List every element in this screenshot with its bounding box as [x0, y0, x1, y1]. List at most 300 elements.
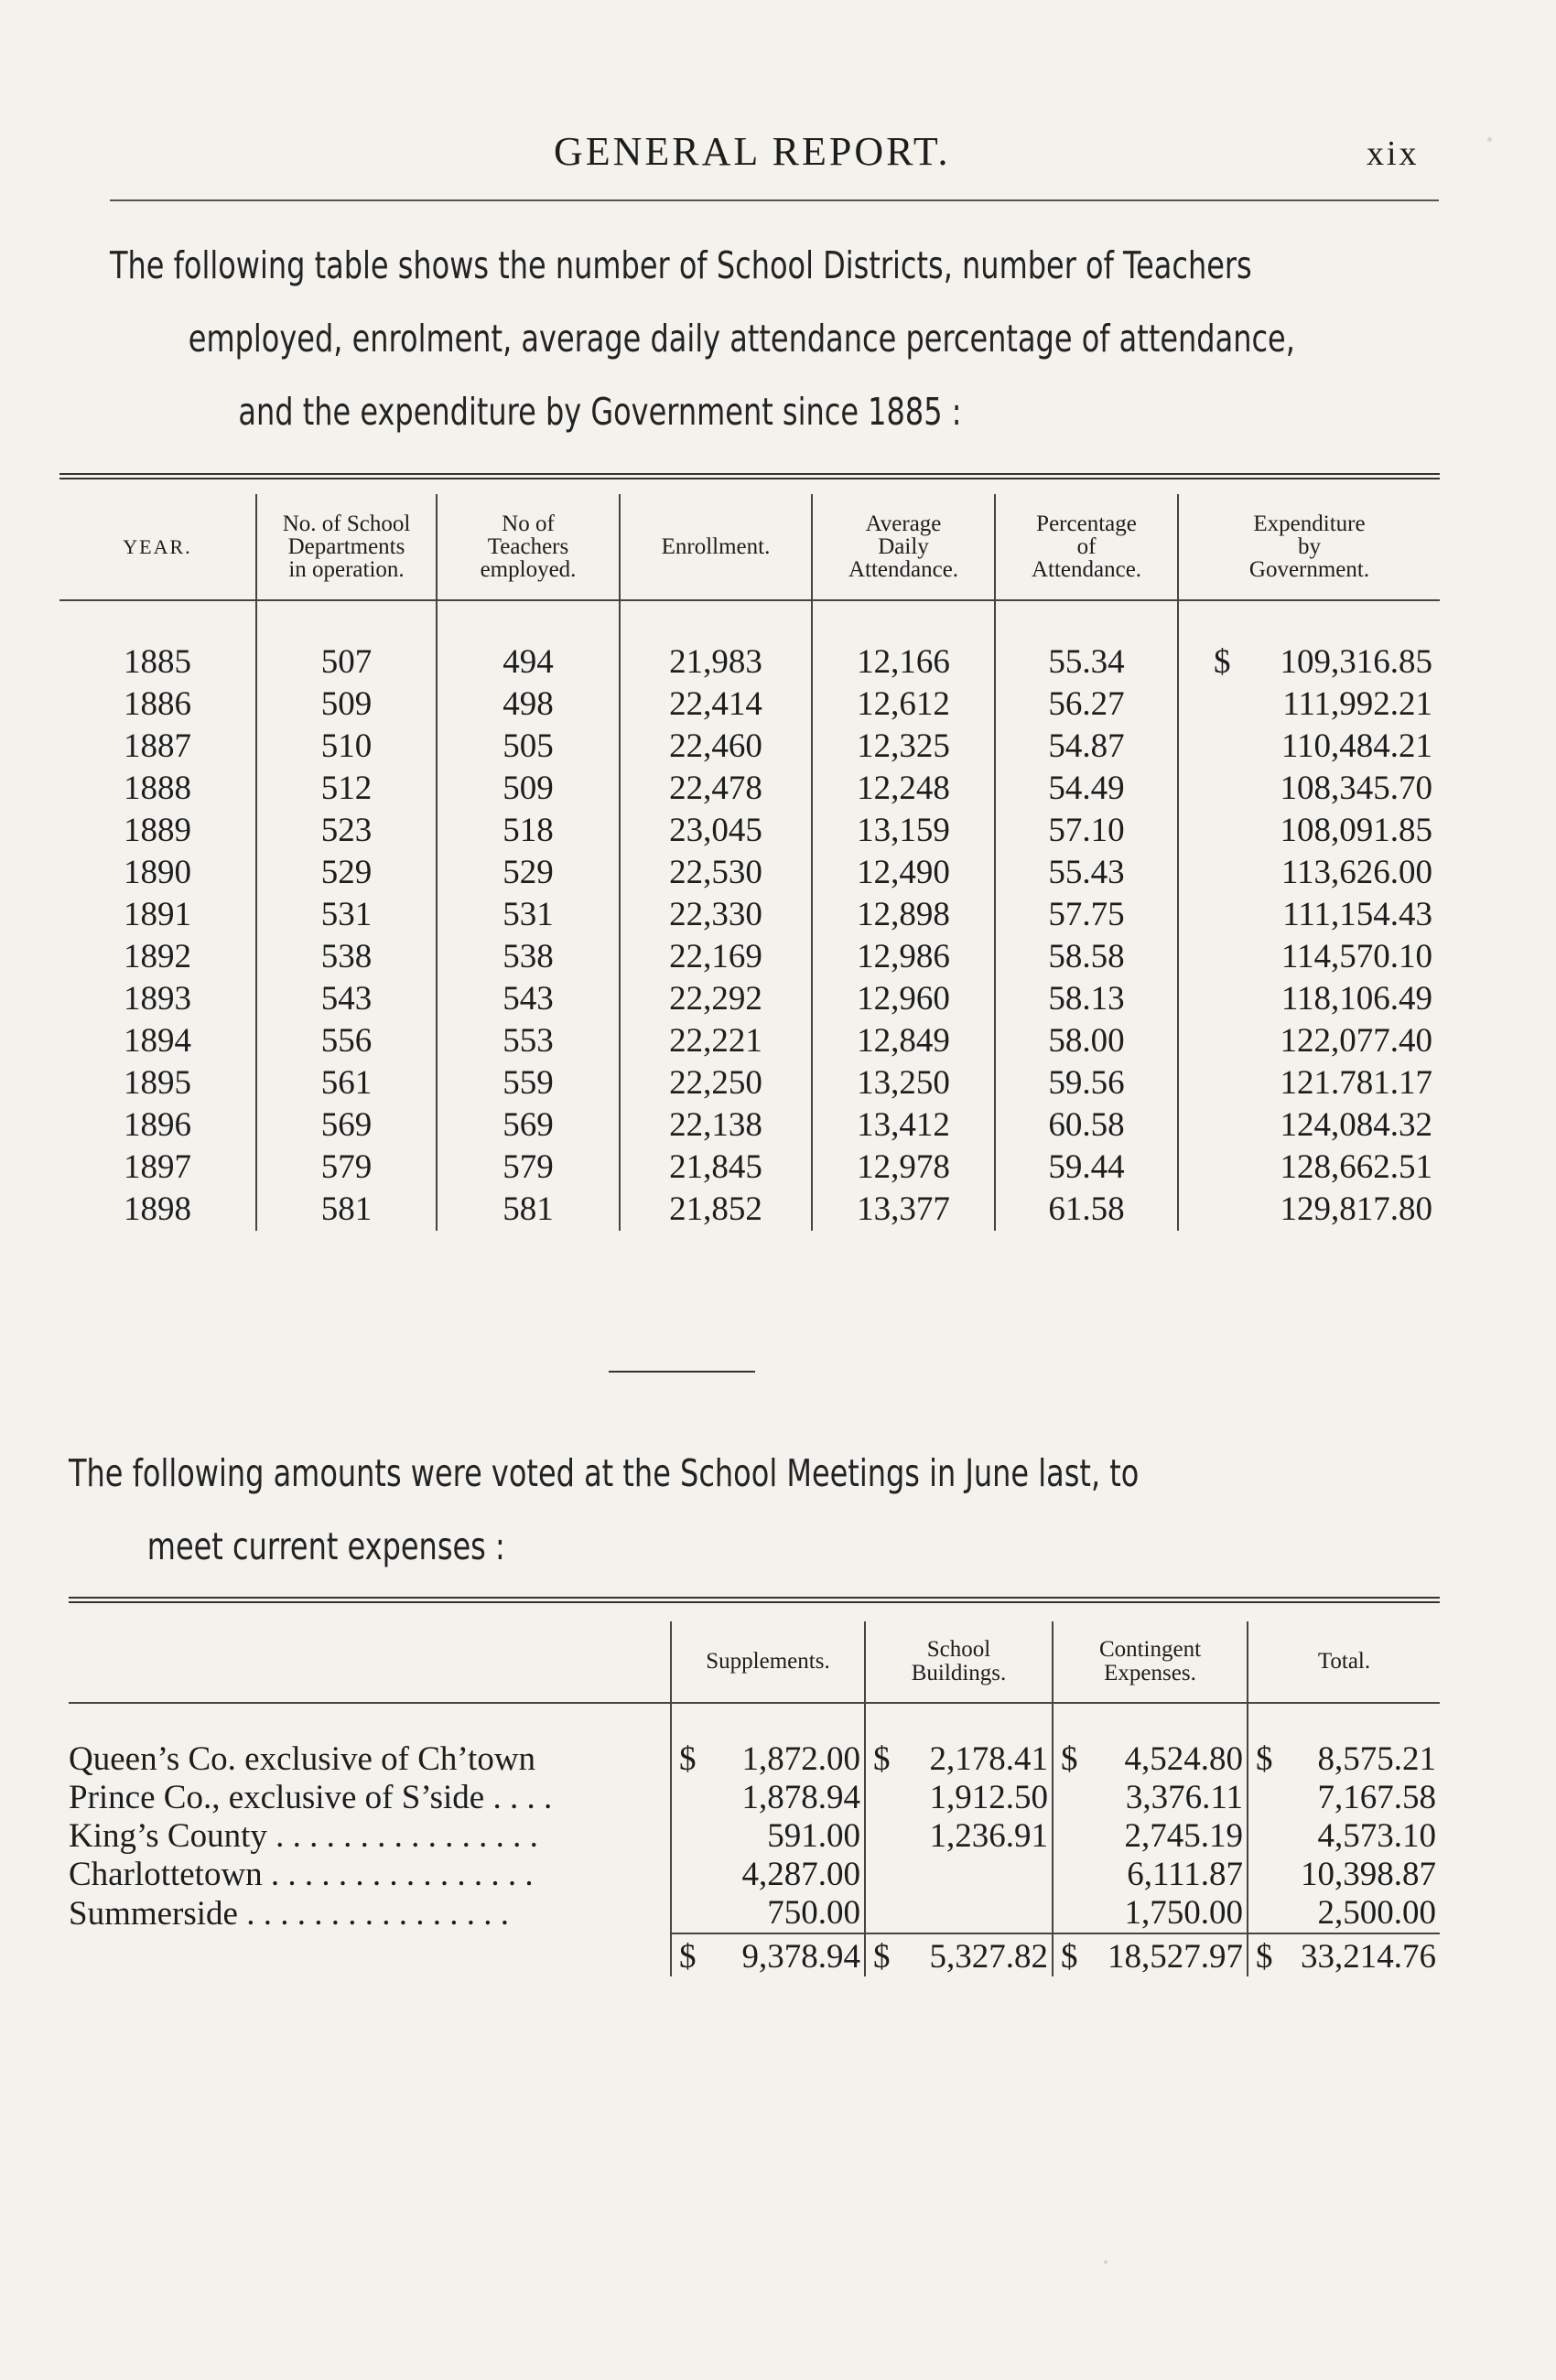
column-headers	[69, 1621, 1440, 1703]
cell-3	[620, 684, 812, 726]
currency-sign: $	[1256, 1740, 1273, 1778]
amount-cell	[671, 1817, 865, 1856]
cell-value: 58.58	[1048, 938, 1125, 975]
amount: 750.00	[767, 1894, 860, 1932]
cell-value: 538	[320, 938, 373, 975]
cell-value: 569	[320, 1106, 373, 1144]
table-row	[59, 726, 1440, 768]
cell-6	[1178, 684, 1440, 726]
school-meeting-votes-table	[69, 1597, 1440, 1976]
cell-value: 538	[502, 938, 554, 975]
cell-value: 113,626.00	[1280, 854, 1432, 891]
cell-value: 531	[320, 896, 373, 933]
table-row	[59, 852, 1440, 894]
cell-value: 55.43	[1048, 854, 1125, 891]
cell-1	[256, 641, 437, 684]
cell-2	[437, 1020, 620, 1062]
table-row	[69, 1779, 1440, 1817]
table-row	[59, 936, 1440, 978]
cell-value: 13,250	[857, 1064, 950, 1102]
cell-0	[59, 810, 256, 852]
total-cell	[865, 1933, 1053, 1976]
cell-value: 543	[320, 980, 373, 1018]
cell-value: 512	[320, 770, 373, 807]
row-label: King’s County . . . . . . . . . . . . . . . .	[69, 1817, 538, 1855]
total-amount: 33,214.76	[1301, 1938, 1436, 1976]
amount: 1,750.00	[1124, 1894, 1243, 1932]
amount-cell	[1248, 1817, 1440, 1856]
cell-value: 22,169	[669, 938, 762, 975]
cell-value: 494	[502, 643, 554, 681]
table-row	[69, 1856, 1440, 1894]
currency-sign: $	[873, 1740, 891, 1778]
cell-5	[995, 1104, 1178, 1147]
header-line: Average	[865, 512, 942, 536]
cell-value: 529	[502, 854, 554, 891]
cell-value: 108,091.85	[1280, 812, 1432, 849]
cell-value: 21,852	[669, 1190, 762, 1228]
cell-value: 12,986	[857, 938, 950, 975]
cell-0	[59, 936, 256, 978]
cell-1	[256, 1062, 437, 1104]
column-headers	[59, 494, 1440, 600]
cell-4	[812, 894, 995, 936]
cell-value: 1892	[124, 938, 191, 975]
cell-value: 543	[502, 980, 554, 1018]
row-label: Charlottetown . . . . . . . . . . . . . . . .	[69, 1856, 534, 1893]
cell-5	[995, 1147, 1178, 1189]
amount-cell	[1053, 1740, 1248, 1779]
cell-2	[437, 1189, 620, 1231]
cell-3	[620, 936, 812, 978]
cell-value: 1893	[124, 980, 191, 1018]
cell-4	[812, 1020, 995, 1062]
table-row	[59, 894, 1440, 936]
cell-3	[620, 1104, 812, 1147]
amount: 1,878.94	[741, 1779, 860, 1816]
cell-0	[59, 1104, 256, 1147]
table-row	[59, 1104, 1440, 1147]
cell-value: 12,898	[857, 896, 950, 933]
amount: 591.00	[767, 1817, 860, 1855]
cell-5	[995, 684, 1178, 726]
amount: 8,575.21	[1317, 1740, 1436, 1778]
cell-2	[437, 1104, 620, 1147]
cell-value: 58.00	[1048, 1022, 1125, 1060]
amount: 2,745.19	[1124, 1817, 1243, 1855]
cell-3	[620, 978, 812, 1020]
amount-cell	[865, 1856, 1053, 1894]
cell-6	[1178, 768, 1440, 810]
cell-value: 12,978	[857, 1148, 950, 1186]
cell-value: 1890	[124, 854, 191, 891]
cell-1	[256, 1104, 437, 1147]
section-separator	[609, 1371, 755, 1373]
cell-6	[1178, 810, 1440, 852]
amount-cell	[671, 1856, 865, 1894]
cell-3	[620, 1147, 812, 1189]
amount-cell	[671, 1779, 865, 1817]
paper-speck	[1487, 137, 1492, 142]
stats-table-header	[59, 477, 1440, 601]
amount-cell	[1248, 1856, 1440, 1894]
cell-value: 61.58	[1048, 1190, 1125, 1228]
cell-value: 129,817.80	[1280, 1190, 1432, 1228]
cell-5	[995, 810, 1178, 852]
cell-2	[437, 852, 620, 894]
cell-value: 118,106.49	[1280, 980, 1432, 1018]
amount-cell	[671, 1894, 865, 1933]
cell-value: 21,845	[669, 1148, 762, 1186]
amount-cell	[865, 1894, 1053, 1933]
cell-6	[1178, 978, 1440, 1020]
cell-value: 1885	[124, 643, 191, 681]
table-row	[59, 1062, 1440, 1104]
cell-5	[995, 768, 1178, 810]
cell-2	[437, 936, 620, 978]
cell-value: 1894	[124, 1022, 191, 1060]
total-amount: 18,527.97	[1108, 1938, 1243, 1976]
cell-2	[437, 768, 620, 810]
cell-5	[995, 1020, 1178, 1062]
column-header-5	[995, 494, 1178, 600]
cell-value: 529	[320, 854, 373, 891]
cell-value: 54.87	[1048, 727, 1125, 765]
spacer-row	[59, 600, 1440, 641]
cell-0	[59, 1147, 256, 1189]
cell-6	[1178, 1189, 1440, 1231]
cell-0	[59, 641, 256, 684]
cell-value: 1897	[124, 1148, 191, 1186]
header-line: School	[926, 1637, 991, 1662]
totals-row	[69, 1933, 1440, 1976]
cell-1	[256, 1020, 437, 1062]
cell-value: 59.56	[1048, 1064, 1125, 1102]
cell-4	[812, 936, 995, 978]
cell-2	[437, 894, 620, 936]
cell-5	[995, 1062, 1178, 1104]
cell-value: 1896	[124, 1106, 191, 1144]
currency-sign: $	[1256, 1938, 1273, 1976]
cell-value: 121.781.17	[1280, 1064, 1432, 1102]
cell-value: 523	[320, 812, 373, 849]
cell-6	[1178, 1020, 1440, 1062]
amount-cell	[1248, 1779, 1440, 1817]
cell-value: 1898	[124, 1190, 191, 1228]
cell-6	[1178, 852, 1440, 894]
double-rule	[59, 477, 1440, 495]
total-amount: 9,378.94	[741, 1938, 860, 1976]
cell-value: 22,330	[669, 896, 762, 933]
cell-2	[437, 1062, 620, 1104]
amount-cell	[1053, 1894, 1248, 1933]
page-title: GENERAL REPORT.	[554, 129, 951, 174]
table-row	[69, 1817, 1440, 1856]
cell-4	[812, 1062, 995, 1104]
cell-4	[812, 641, 995, 684]
cell-4	[812, 768, 995, 810]
cell-value: 1891	[124, 896, 191, 933]
cell-1	[256, 726, 437, 768]
cell-value: 12,248	[857, 770, 950, 807]
table-row	[59, 1189, 1440, 1231]
cell-value: 59.44	[1048, 1148, 1125, 1186]
cell-value: 12,612	[857, 685, 950, 723]
cell-value: 498	[502, 685, 554, 723]
currency-sign: $	[679, 1740, 697, 1778]
cell-0	[59, 1062, 256, 1104]
cell-value: 111,154.43	[1282, 896, 1432, 933]
header-line: Attendance.	[1031, 557, 1142, 582]
cell-3	[620, 641, 812, 684]
column-header-3	[620, 494, 812, 600]
amount: 1,912.50	[929, 1779, 1048, 1816]
header-line: No. of School	[282, 512, 411, 536]
intro-2-line-1: The following amounts were voted at the School Meetings in June last, to	[69, 1451, 1140, 1495]
cell-0	[59, 1189, 256, 1231]
table-row	[59, 768, 1440, 810]
amount-cell	[671, 1740, 865, 1779]
amount: 1,236.91	[929, 1817, 1048, 1855]
table-row	[59, 641, 1440, 684]
amount: 10,398.87	[1301, 1856, 1436, 1893]
spacer-cell	[812, 600, 995, 641]
header-line: Enrollment.	[661, 534, 771, 559]
cell-2	[437, 810, 620, 852]
cell-value: 553	[502, 1022, 554, 1060]
header-line: Contingent	[1098, 1637, 1202, 1662]
table-row	[69, 1894, 1440, 1933]
row-label: Summerside . . . . . . . . . . . . . . . .	[69, 1894, 509, 1933]
cell-1	[256, 852, 437, 894]
cell-3	[620, 726, 812, 768]
cell-6	[1178, 894, 1440, 936]
cell-value: 13,159	[857, 812, 950, 849]
header-line: of	[1076, 534, 1097, 559]
column-header-0	[671, 1621, 865, 1703]
double-rule	[69, 1600, 1440, 1622]
spacer-cell	[437, 600, 620, 641]
cell-value: 12,166	[857, 643, 950, 681]
spacer-cell	[671, 1703, 865, 1740]
cell-value: 22,292	[669, 980, 762, 1018]
cell-2	[437, 726, 620, 768]
header-line: employed.	[480, 557, 577, 582]
cell-value: 12,849	[857, 1022, 950, 1060]
cell-value: 581	[502, 1190, 554, 1228]
column-header-2	[437, 494, 620, 600]
spacer-cell	[59, 600, 256, 641]
currency-sign: $	[679, 1938, 697, 1976]
cell-6	[1178, 936, 1440, 978]
cell-value: 114,570.10	[1280, 938, 1432, 975]
column-header-2	[1053, 1621, 1248, 1703]
spacer-cell	[256, 600, 437, 641]
amount-cell	[1053, 1779, 1248, 1817]
table-row	[59, 684, 1440, 726]
page-number: xix	[1367, 135, 1420, 173]
column-header-6	[1178, 494, 1440, 600]
cell-3	[620, 894, 812, 936]
intro-1-line-1: The following table shows the number of School Districts, number of Teachers	[110, 243, 1252, 287]
cell-value: 110,484.21	[1280, 727, 1432, 765]
cell-value: 579	[320, 1148, 373, 1186]
cell-value: 57.10	[1048, 812, 1125, 849]
spacer-cell	[1053, 1703, 1248, 1740]
total-cell	[1248, 1933, 1440, 1976]
cell-value: 12,960	[857, 980, 950, 1018]
header-line: YEAR.	[123, 535, 192, 558]
cell-4	[812, 852, 995, 894]
cell-value: 22,530	[669, 854, 762, 891]
amount-cell	[865, 1740, 1053, 1779]
total-amount: 5,327.82	[929, 1938, 1048, 1976]
cell-0	[59, 852, 256, 894]
cell-6	[1178, 641, 1440, 684]
amount: 6,111.87	[1127, 1856, 1243, 1893]
column-header-1	[865, 1621, 1053, 1703]
cell-value: 58.13	[1048, 980, 1125, 1018]
header-line: Percentage	[1036, 512, 1137, 536]
cell-value: 111,992.21	[1282, 685, 1432, 723]
cell-value: 60.58	[1048, 1106, 1125, 1144]
cell-6	[1178, 1104, 1440, 1147]
cell-4	[812, 726, 995, 768]
cell-value: 561	[320, 1064, 373, 1102]
cell-0	[59, 894, 256, 936]
header-line: Expenses.	[1104, 1661, 1196, 1685]
amount-cell	[1248, 1740, 1440, 1779]
header-line: Teachers	[487, 534, 569, 559]
total-cell	[671, 1933, 865, 1976]
cell-value: 509	[502, 770, 554, 807]
spacer-cell	[620, 600, 812, 641]
cell-6	[1178, 726, 1440, 768]
votes-table-header	[69, 1600, 1440, 1704]
spacer-row	[69, 1703, 1440, 1740]
column-header-3	[1248, 1621, 1440, 1703]
cell-1	[256, 768, 437, 810]
spacer-cell	[865, 1703, 1053, 1740]
cell-value: 56.27	[1048, 685, 1125, 723]
cell-value: 108,345.70	[1280, 770, 1432, 807]
cell-1	[256, 936, 437, 978]
running-header	[0, 128, 1556, 183]
cell-3	[620, 768, 812, 810]
cell-6	[1178, 1147, 1440, 1189]
header-line: Total.	[1317, 1649, 1371, 1674]
cell-value: 13,377	[857, 1190, 950, 1228]
header-line: No of	[502, 512, 555, 536]
cell-2	[437, 684, 620, 726]
header-line: Buildings.	[911, 1661, 1007, 1685]
amount: 2,500.00	[1317, 1894, 1436, 1932]
header-rule	[110, 199, 1439, 201]
cell-0	[59, 978, 256, 1020]
cell-value: 124,084.32	[1280, 1106, 1432, 1144]
cell-value: 518	[502, 812, 554, 849]
cell-value: 1886	[124, 685, 191, 723]
amount: 2,178.41	[929, 1740, 1048, 1778]
cell-5	[995, 894, 1178, 936]
cell-2	[437, 1147, 620, 1189]
amount-cell	[865, 1779, 1053, 1817]
intro-2-line-2: meet current expenses :	[146, 1524, 505, 1568]
cell-1	[256, 810, 437, 852]
cell-value: 1895	[124, 1064, 191, 1102]
cell-4	[812, 1189, 995, 1231]
stub-header	[69, 1621, 671, 1703]
totals-stub	[69, 1933, 671, 1976]
cell-value: 531	[502, 896, 554, 933]
cell-value: 128,662.51	[1280, 1148, 1432, 1186]
stats-table-body	[59, 600, 1440, 1231]
amount-cell	[1248, 1894, 1440, 1933]
cell-value: 509	[320, 685, 373, 723]
total-cell	[1053, 1933, 1248, 1976]
paper-speck	[1104, 2260, 1108, 2264]
cell-2	[437, 641, 620, 684]
amount: 4,524.80	[1124, 1740, 1243, 1778]
cell-value: 22,221	[669, 1022, 762, 1060]
spacer-cell	[1248, 1703, 1440, 1740]
cell-value: 569	[502, 1106, 554, 1144]
amount: 4,573.10	[1317, 1817, 1436, 1855]
cell-3	[620, 852, 812, 894]
cell-1	[256, 978, 437, 1020]
spacer-cell	[1178, 600, 1440, 641]
cell-3	[620, 1189, 812, 1231]
table-row	[59, 978, 1440, 1020]
cell-4	[812, 810, 995, 852]
header-line: Daily	[878, 534, 929, 559]
cell-value: 22,414	[669, 685, 762, 723]
votes-table-body	[69, 1703, 1440, 1976]
header-line: Expenditure	[1253, 512, 1366, 536]
cell-value: 57.75	[1048, 896, 1125, 933]
amount-cell	[1053, 1817, 1248, 1856]
cell-4	[812, 684, 995, 726]
amount: 1,872.00	[741, 1740, 860, 1778]
header-line: in operation.	[288, 557, 405, 582]
cell-0	[59, 768, 256, 810]
cell-value: 21,983	[669, 643, 762, 681]
cell-4	[812, 978, 995, 1020]
currency-sign: $	[1061, 1938, 1078, 1976]
cell-value: 510	[320, 727, 373, 765]
cell-1	[256, 1189, 437, 1231]
cell-value: 12,490	[857, 854, 950, 891]
column-header-0	[59, 494, 256, 600]
cell-value: 13,412	[857, 1106, 950, 1144]
table-row	[59, 1147, 1440, 1189]
cell-3	[620, 810, 812, 852]
cell-4	[812, 1147, 995, 1189]
amount: 7,167.58	[1317, 1779, 1436, 1816]
amount-cell	[1053, 1856, 1248, 1894]
cell-value: 579	[502, 1148, 554, 1186]
cell-6	[1178, 1062, 1440, 1104]
cell-value: 22,478	[669, 770, 762, 807]
row-label: Queen’s Co. exclusive of Ch’town	[69, 1740, 536, 1778]
cell-value: 122,077.40	[1280, 1022, 1432, 1060]
cell-value: 1888	[124, 770, 191, 807]
currency-sign: $	[1061, 1740, 1078, 1778]
currency-sign: $	[873, 1938, 891, 1976]
cell-0	[59, 726, 256, 768]
cell-1	[256, 894, 437, 936]
cell-5	[995, 641, 1178, 684]
